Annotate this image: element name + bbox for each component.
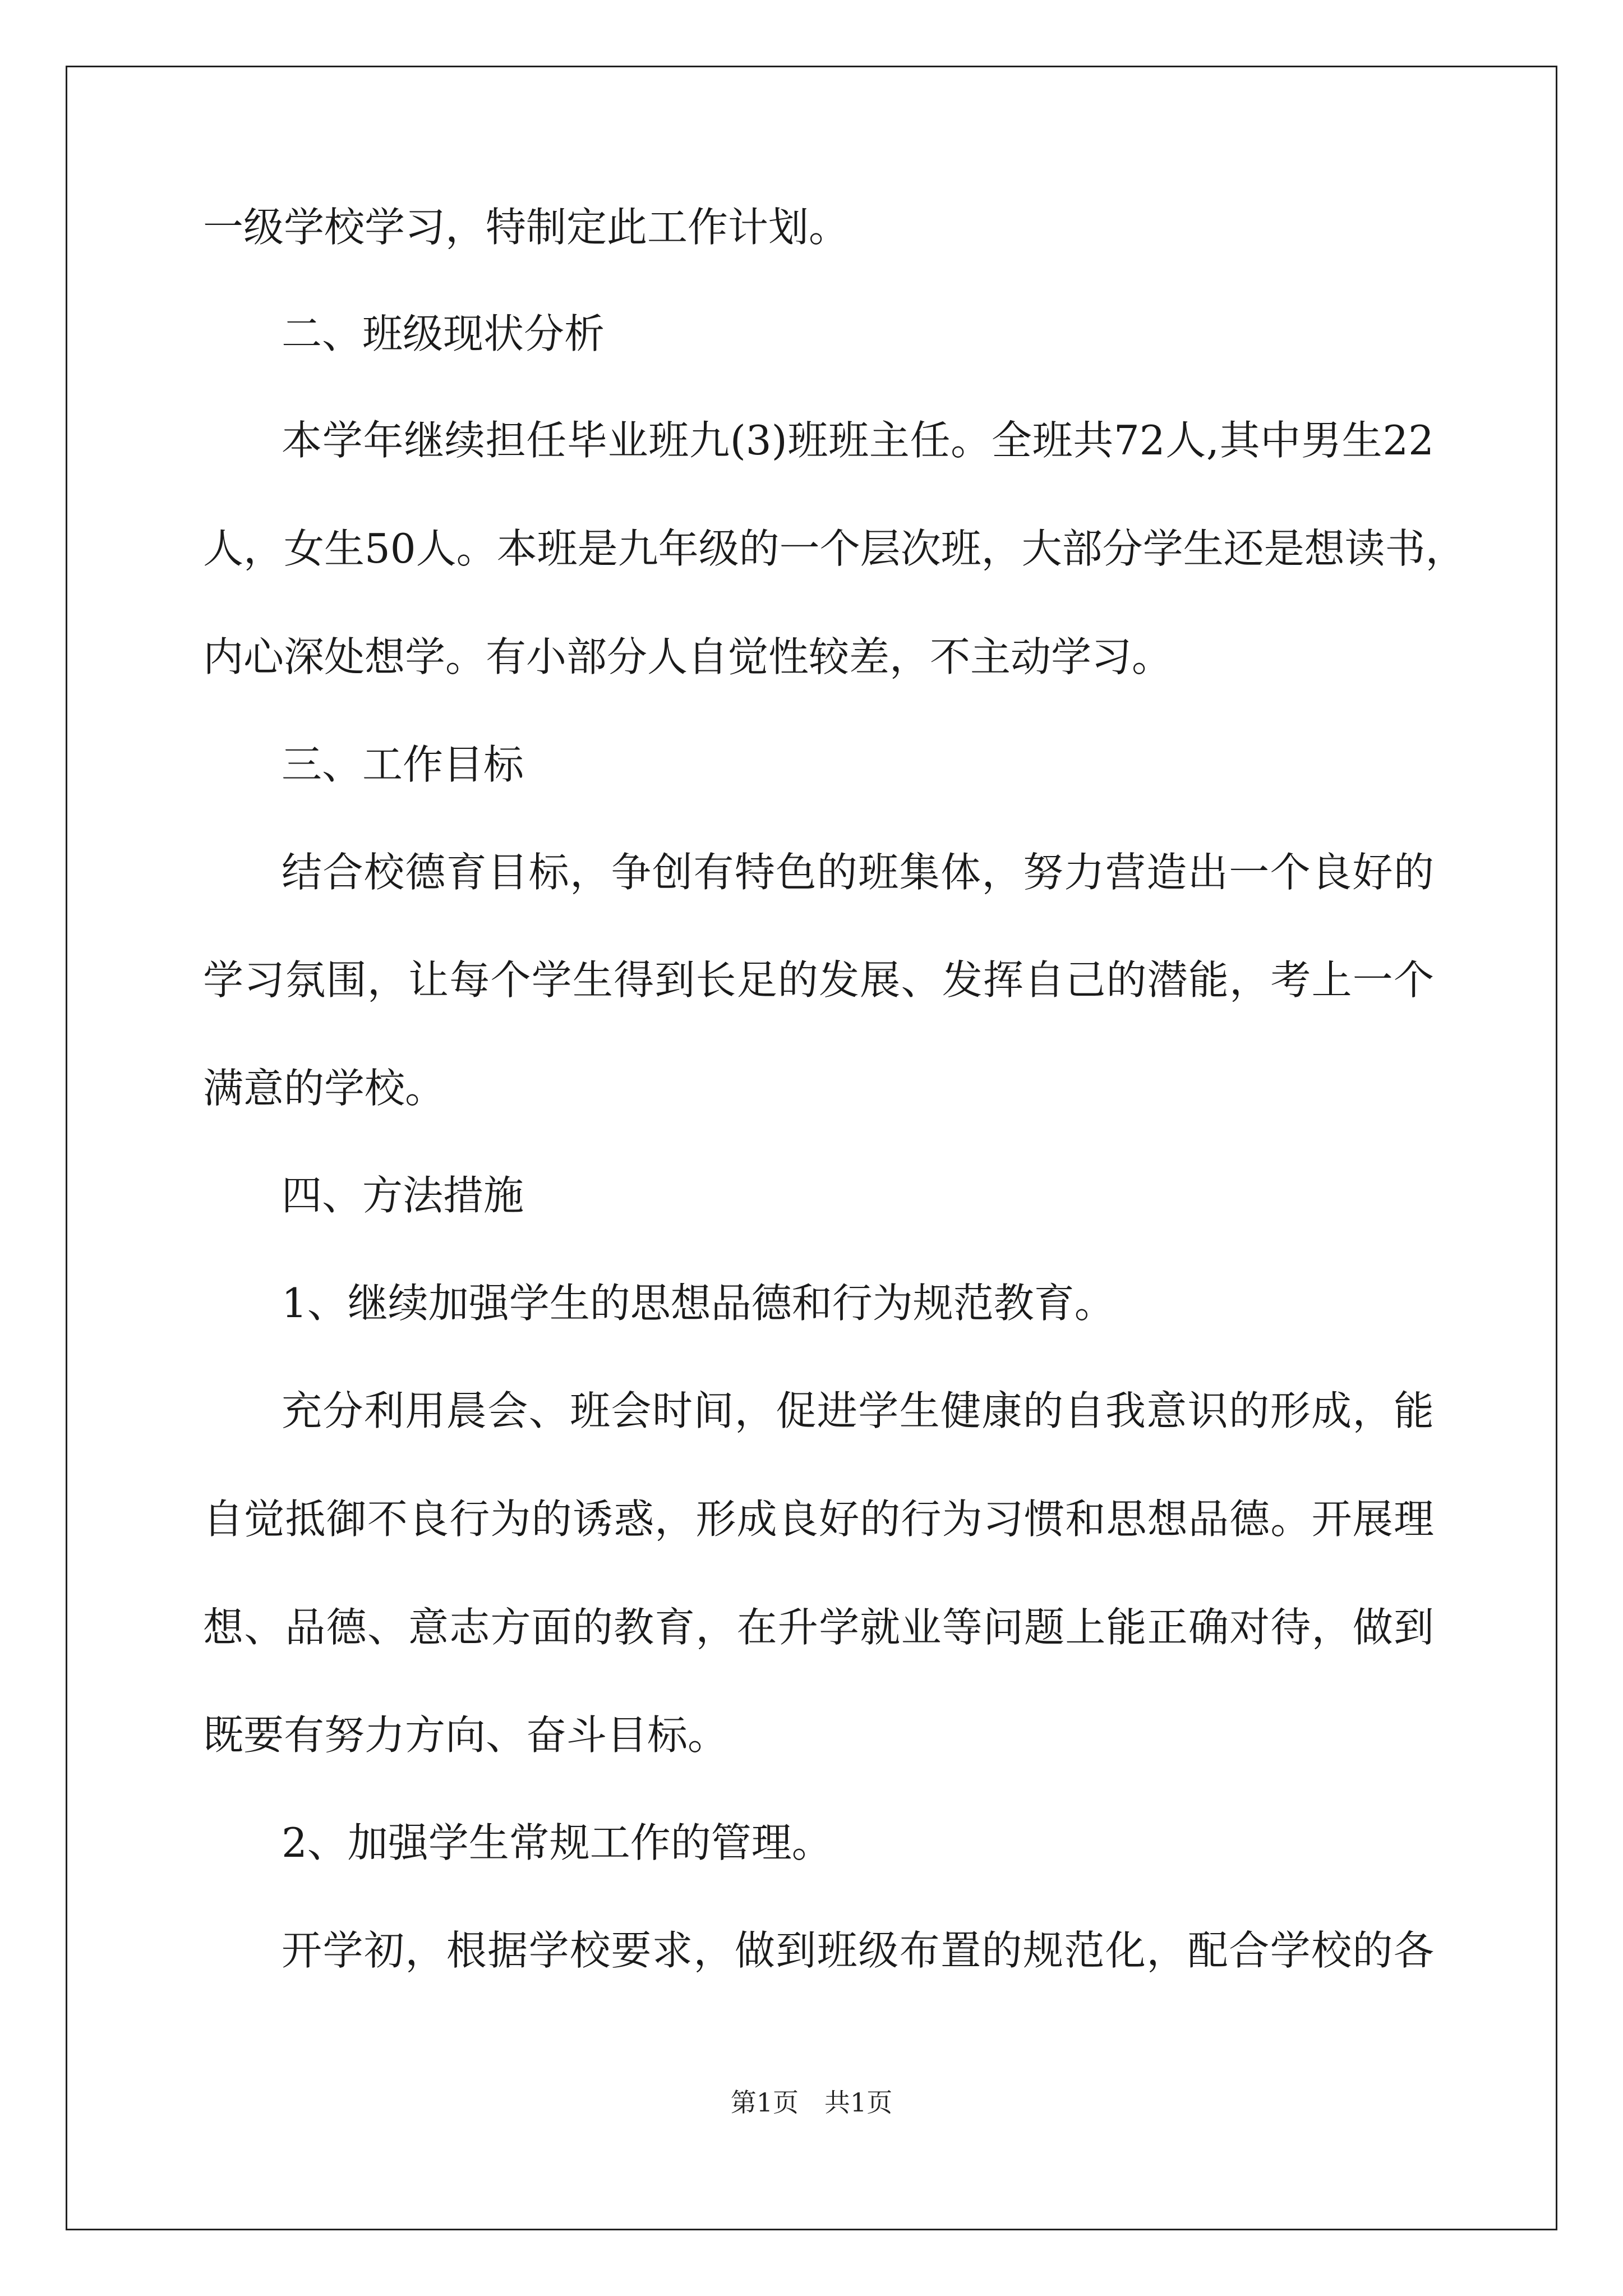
paragraph-line: 自觉抵御不良行为的诱惑，形成良好的行为习惯和思想品德。开展理 [203,1496,1434,1543]
paragraph-line: 充分利用晨会、班会时间，促进学生健康的自我意识的形成，能 [282,1387,1434,1434]
paragraph-line: 开学初，根据学校要求，做到班级布置的规范化，配合学校的各 [282,1927,1434,1974]
paragraph-line: 既要有努力方向、奋斗目标。 [203,1711,728,1759]
paragraph-line: 人，女生50人。本班是九年级的一个层次班，大部分学生还是想读书， [203,525,1466,572]
paragraph-line: 满意的学校。 [203,1065,446,1112]
section-heading: 二、班级现状分析 [282,310,605,357]
page-border [66,66,1557,2230]
paragraph-line: 想、品德、意志方面的教育，在升学就业等问题上能正确对待，做到 [203,1604,1434,1651]
section-heading: 四、方法措施 [282,1172,524,1219]
paragraph-line: 本学年继续担任毕业班九(3)班班主任。全班共72人,其中男生22 [282,417,1434,464]
paragraph-line: 内心深处想学。有小部分人自觉性较差，不主动学习。 [203,633,1173,680]
paragraph-line: 学习氛围，让每个学生得到长足的发展、发挥自己的潜能，考上一个 [203,956,1434,1004]
page-number-footer: 第1页 共1页 [730,2087,893,2118]
section-heading: 三、工作目标 [282,741,524,788]
subsection-heading: 1、继续加强学生的思想品德和行为规范教育。 [282,1280,1115,1327]
paragraph-line: 结合校德育目标，争创有特色的班集体，努力营造出一个良好的 [282,849,1434,896]
subsection-heading: 2、加强学生常规工作的管理。 [282,1819,832,1866]
paragraph-line: 一级学校学习，特制定此工作计划。 [203,204,850,251]
